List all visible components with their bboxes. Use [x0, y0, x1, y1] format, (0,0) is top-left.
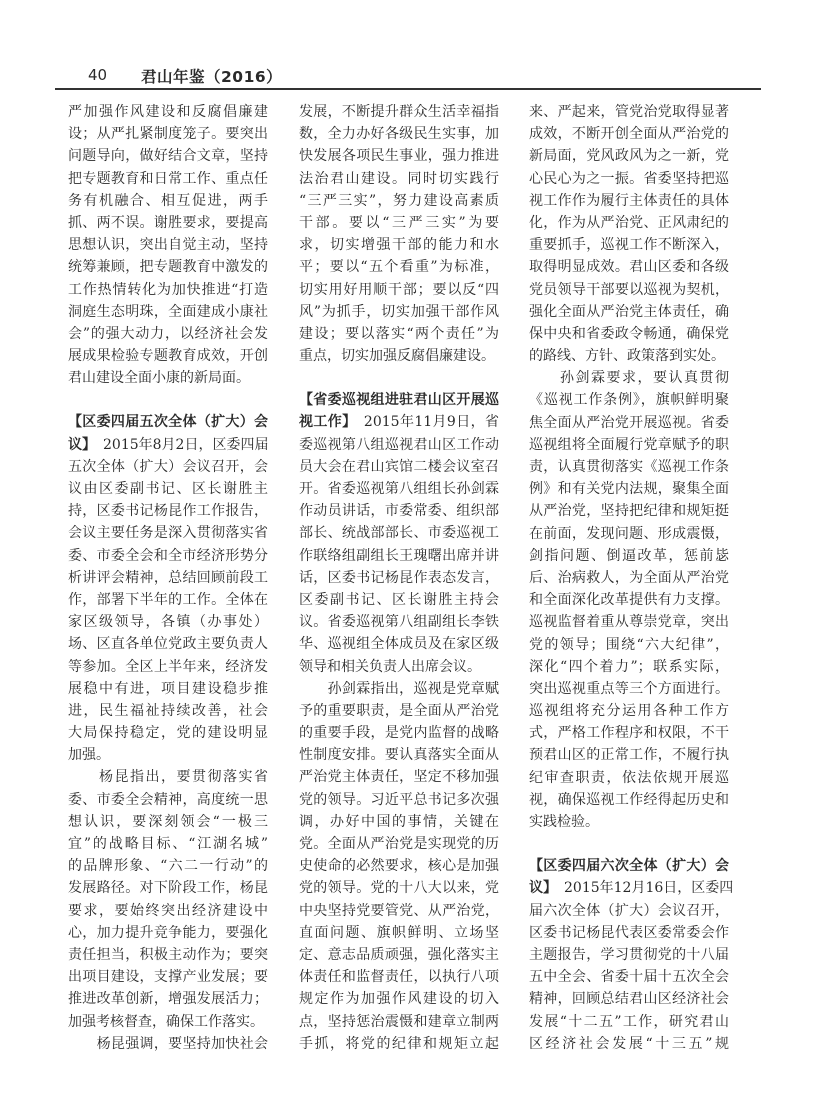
- text-line: 推进改革创新，增强发展活力；: [68, 991, 268, 1008]
- text-line: 巡视组将充分运用各种工作方: [529, 703, 729, 720]
- text-line: 从严治党，坚持把纪律和规矩挺: [529, 503, 729, 520]
- text-line: 的路线、方针、政策落到实处。: [529, 348, 725, 365]
- text-line: 场、区直各单位党政主要负责人: [68, 636, 268, 653]
- text-line: 快发展各项民生事业，强力推进: [299, 148, 499, 165]
- text-line: 党员领导干部要以巡视为契机，: [529, 281, 729, 298]
- entry-heading-text: 【区委四届六次全体（扩大）会: [529, 858, 729, 875]
- text-line: 会”的强大动力，以经济社会发: [68, 325, 268, 342]
- text-line: 想认识，要深刻领会“一极三: [68, 813, 268, 830]
- text-line: 规定作为加强作风建设的切入: [299, 991, 499, 1008]
- text-line: 析讲评会精神，总结回顾前段工: [68, 569, 268, 586]
- text-line: 化，作为从严治党、正风肃纪的: [529, 214, 729, 231]
- text-line: 剑指问题、倒逼改革，惩前毖: [529, 547, 729, 564]
- text-column-1: [68, 101, 268, 1055]
- text-line: 重要抓手，巡视工作不断深入，: [529, 237, 729, 254]
- text-line: 区委书记杨昆代表区委常委会作: [529, 924, 729, 941]
- entry-block: [299, 389, 499, 677]
- text-column-2: [299, 101, 499, 1055]
- text-line: 话，区委书记杨昆作表态发言，: [299, 569, 499, 586]
- text-line: 务有机融合、相互促进，两手: [68, 192, 268, 209]
- text-line: 点，坚持惩治震慑和建章立制两: [299, 1013, 499, 1030]
- text-line: 严加强作风建设和反腐倡廉建: [68, 104, 268, 120]
- text-line: 届六次全体（扩大）会议召开，: [529, 902, 729, 919]
- text-line: 发展“十二五”工作，研究君山: [529, 1013, 729, 1030]
- header-rule: [55, 88, 761, 90]
- text-line: 责，认真贯彻落实《巡视工作条: [529, 459, 729, 475]
- text-line: 重点，切实加强反腐倡廉建设。: [299, 348, 495, 365]
- entry-heading-text: 议】: [68, 436, 89, 453]
- text-line: 突出巡视重点等三个方面进行。: [529, 680, 729, 697]
- text-line: 持，区委书记杨昆作工作报告，: [68, 503, 268, 520]
- text-line: 《巡视工作条例》，旗帜鲜明聚: [529, 392, 729, 409]
- text-line: 后、治病救人，为全面从严治党: [529, 569, 729, 586]
- paragraph: [529, 367, 729, 833]
- text-line: 洞庭生态明珠，全面建成小康社: [68, 303, 268, 320]
- entry-block: [68, 411, 268, 766]
- text-line: 来、严起来，管党治党取得显著: [529, 104, 729, 120]
- text-line: 抓、两不误。谢胜要求，要提高: [68, 214, 268, 231]
- paragraph: [529, 101, 729, 367]
- running-title: 君山年鉴（2016）: [141, 68, 283, 86]
- text-line: 强化全面从严治党主体责任，确: [529, 303, 729, 320]
- text-line: 的品牌形象、“六二一行动”的: [68, 858, 268, 875]
- text-line: 在前面，发现问题、形成震慑，: [529, 525, 729, 542]
- text-line: 五次全体（扩大）会议召开，会: [68, 458, 268, 475]
- text-line: 议。省委巡视第八组副组长李铁: [299, 614, 499, 631]
- entry-body-text: 2015年8月2日，区委四届: [89, 436, 269, 453]
- text-line: 直面问题、旗帜鲜明、立场坚: [299, 924, 499, 941]
- text-line: 员大会在君山宾馆二楼会议室召: [299, 458, 499, 475]
- text-line: 预君山区的正常工作，不履行执: [529, 747, 729, 764]
- text-line: 主题报告，学习贯彻党的十八届: [529, 946, 729, 963]
- entry-heading: [299, 389, 499, 411]
- text-line: 作，部署下半年的工作。全体在: [68, 591, 268, 608]
- text-line: 数，全力办好各级民生实事，加: [299, 126, 499, 143]
- entry-body-text: 2015年11月9日，省: [349, 414, 499, 431]
- text-line: 建设；要以落实“两个责任”为: [299, 325, 499, 342]
- page-number: 40: [88, 66, 108, 84]
- text-line: 发展，不断提升群众生活幸福指: [299, 104, 499, 120]
- text-line: 委、市委全会精神，高度统一思: [68, 791, 268, 808]
- entry-heading-line: [68, 434, 268, 456]
- text-line: 五中全会、省委十届十五次全会: [529, 969, 729, 986]
- entry-heading-text: 【省委巡视组进驻君山区开展巡: [299, 392, 499, 409]
- text-line: 成效，不断开创全面从严治党的: [529, 126, 729, 143]
- text-line: 实践检验。: [529, 814, 599, 830]
- text-line: 风”为抓手，切实加强干部作风: [299, 303, 499, 320]
- text-line: 会议主要任务是深入贯彻落实省: [68, 525, 268, 542]
- text-line: 问题导向，做好结合文章，坚持: [68, 148, 268, 165]
- text-line: 展成果检验专题教育成效，开创: [68, 348, 268, 365]
- text-line: 体责任和监督责任，以执行八项: [299, 969, 499, 986]
- text-line: 君山建设全面小康的新局面。: [68, 370, 250, 387]
- text-line: 把专题教育和日常工作、重点任: [68, 170, 268, 187]
- text-line: 严治党主体责任，坚定不移加强: [299, 769, 499, 786]
- text-line: 作动员讲话，市委常委、组织部: [299, 503, 499, 520]
- entry-heading: [68, 411, 268, 433]
- entry-heading-text: 视工作】: [299, 414, 350, 431]
- text-line: 加强。: [68, 747, 110, 764]
- text-line: 作联络组副组长王瑰曙出席并讲: [299, 547, 499, 564]
- paragraph: [68, 1033, 268, 1055]
- text-line: 巡视组将全面履行党章赋予的职: [529, 436, 729, 453]
- text-line: 杨昆强调，要坚持加快社会: [68, 1035, 268, 1052]
- text-line: 平；要以“五个看重”为标准，: [299, 259, 499, 276]
- entry-heading: [529, 855, 729, 877]
- text-line: 孙剑霖指出，巡视是党章赋: [299, 680, 499, 697]
- text-line: 心民心为之一振。省委坚持把巡: [529, 170, 729, 187]
- text-line: 和全面深化改革提供有力支撑。: [529, 592, 729, 609]
- text-line: 等参加。全区上半年来，经济发: [68, 658, 268, 675]
- text-line: 统筹兼顾，把专题教育中激发的: [68, 259, 268, 276]
- text-line: 设；从严扎紧制度笼子。要突出: [68, 126, 268, 143]
- entry-heading-text: 【区委四届五次全体（扩大）会: [68, 414, 268, 431]
- text-line: 切实用好用顺干部；要以反“四: [299, 281, 499, 298]
- text-line: 孙剑霖要求，要认真贯彻: [529, 370, 729, 387]
- entry-heading-text: 议】: [529, 880, 550, 897]
- paragraph: [68, 766, 268, 1032]
- text-line: 式，严格工作程序和权限，不干: [529, 725, 729, 742]
- text-line: 华、巡视组全体成员及在家区级: [299, 636, 499, 653]
- paragraph: [68, 101, 268, 389]
- text-line: 议由区委副书记、区长谢胜主: [68, 481, 268, 497]
- text-line: 领导和相关负责人出席会议。: [299, 658, 481, 675]
- text-line: 宜”的战略目标、“江湖名城”: [68, 836, 268, 852]
- text-line: 部长、统战部部长、市委巡视工: [299, 525, 499, 542]
- text-line: 进，民生福祉持续改善，社会: [68, 702, 268, 719]
- text-line: 区经济社会发展“十三五”规: [529, 1035, 729, 1052]
- text-line: 焦全面从严治党开展巡视。省委: [529, 414, 729, 431]
- text-line: 委巡视第八组巡视君山区工作动: [299, 436, 499, 453]
- entry-body-text: 2015年12月16日，区委四: [550, 880, 734, 897]
- text-line: 要求，要始终突出经济建设中: [68, 902, 268, 919]
- text-line: 责任担当，积极主动作为；要突: [68, 946, 268, 963]
- text-line: 出项目建设，支撑产业发展；要: [68, 969, 268, 986]
- paragraph: [299, 678, 499, 1055]
- entry-block: [529, 855, 734, 1055]
- text-line: 手抓，将党的纪律和规矩立起: [299, 1035, 499, 1052]
- text-line: 深化“四个着力”；联系实际，: [529, 658, 729, 675]
- text-line: 展稳中有进，项目建设稳步推: [68, 680, 268, 697]
- text-line: 巡视监督着重从尊崇党章，突出: [529, 614, 729, 631]
- text-line: 调，办好中国的事情，关键在: [299, 813, 499, 830]
- text-line: 杨昆指出，要贯彻落实省: [68, 769, 268, 786]
- text-line: 心，加力提升竞争能力，要强化: [68, 924, 268, 941]
- entry-heading-line: [529, 877, 734, 899]
- text-line: 党。全面从严治党是实现党的历: [299, 836, 499, 852]
- text-line: 发展路径。对下阶段工作，杨昆: [68, 880, 268, 897]
- text-line: 纪审查职责，依法依规开展巡: [529, 769, 729, 786]
- text-line: 定、意志品质顽强，强化落实主: [299, 946, 499, 963]
- text-line: 取得明显成效。君山区委和各级: [529, 259, 729, 276]
- text-line: 思想认识，突出自觉主动，坚持: [68, 237, 268, 254]
- text-line: 保中央和省委政令畅通，确保党: [529, 325, 729, 342]
- text-line: 法治君山建设。同时切实践行: [299, 170, 499, 187]
- text-line: 精神，回顾总结君山区经济社会: [529, 991, 729, 1008]
- text-line: 党的领导；围绕“六大纪律”，: [529, 636, 729, 653]
- text-line: 委、市委全会和全市经济形势分: [68, 547, 268, 564]
- text-line: 党的领导。党的十八大以来，党: [299, 880, 499, 897]
- text-line: 家区级领导，各镇（办事处）: [68, 614, 268, 631]
- text-line: 的重要手段，是党内监督的战略: [299, 725, 499, 742]
- text-line: 加强考核督查，确保工作落实。: [68, 1013, 264, 1030]
- text-line: 视，确保巡视工作经得起历史和: [529, 791, 729, 808]
- text-line: 视工作作为履行主体责任的具体: [529, 192, 729, 209]
- text-line: 区委副书记、区长谢胜主持会: [299, 591, 499, 608]
- text-line: “三严三实”，努力建设高素质: [299, 192, 499, 209]
- text-line: 开。省委巡视第八组组长孙剑霖: [299, 481, 499, 497]
- paragraph: [299, 101, 499, 367]
- text-line: 工作热情转化为加快推进“打造: [68, 281, 268, 298]
- text-line: 干部。要以“三严三实”为要: [299, 214, 499, 231]
- text-line: 大局保持稳定，党的建设明显: [68, 725, 268, 742]
- text-line: 新局面，党风政风为之一新，党: [529, 148, 729, 165]
- text-line: 中央坚持党要管党、从严治党，: [299, 902, 499, 919]
- text-line: 求，切实增强干部的能力和水: [299, 237, 499, 254]
- text-line: 性制度安排。要认真落实全面从: [299, 747, 499, 764]
- text-line: 党的领导。习近平总书记多次强: [299, 791, 499, 808]
- text-line: 予的重要职责，是全面从严治党: [299, 702, 499, 719]
- entry-heading-line: [299, 411, 499, 433]
- text-line: 例》和有关党内法规，聚集全面: [529, 481, 729, 498]
- text-column-3: [529, 101, 734, 1055]
- text-line: 史使命的必然要求，核心是加强: [299, 858, 499, 875]
